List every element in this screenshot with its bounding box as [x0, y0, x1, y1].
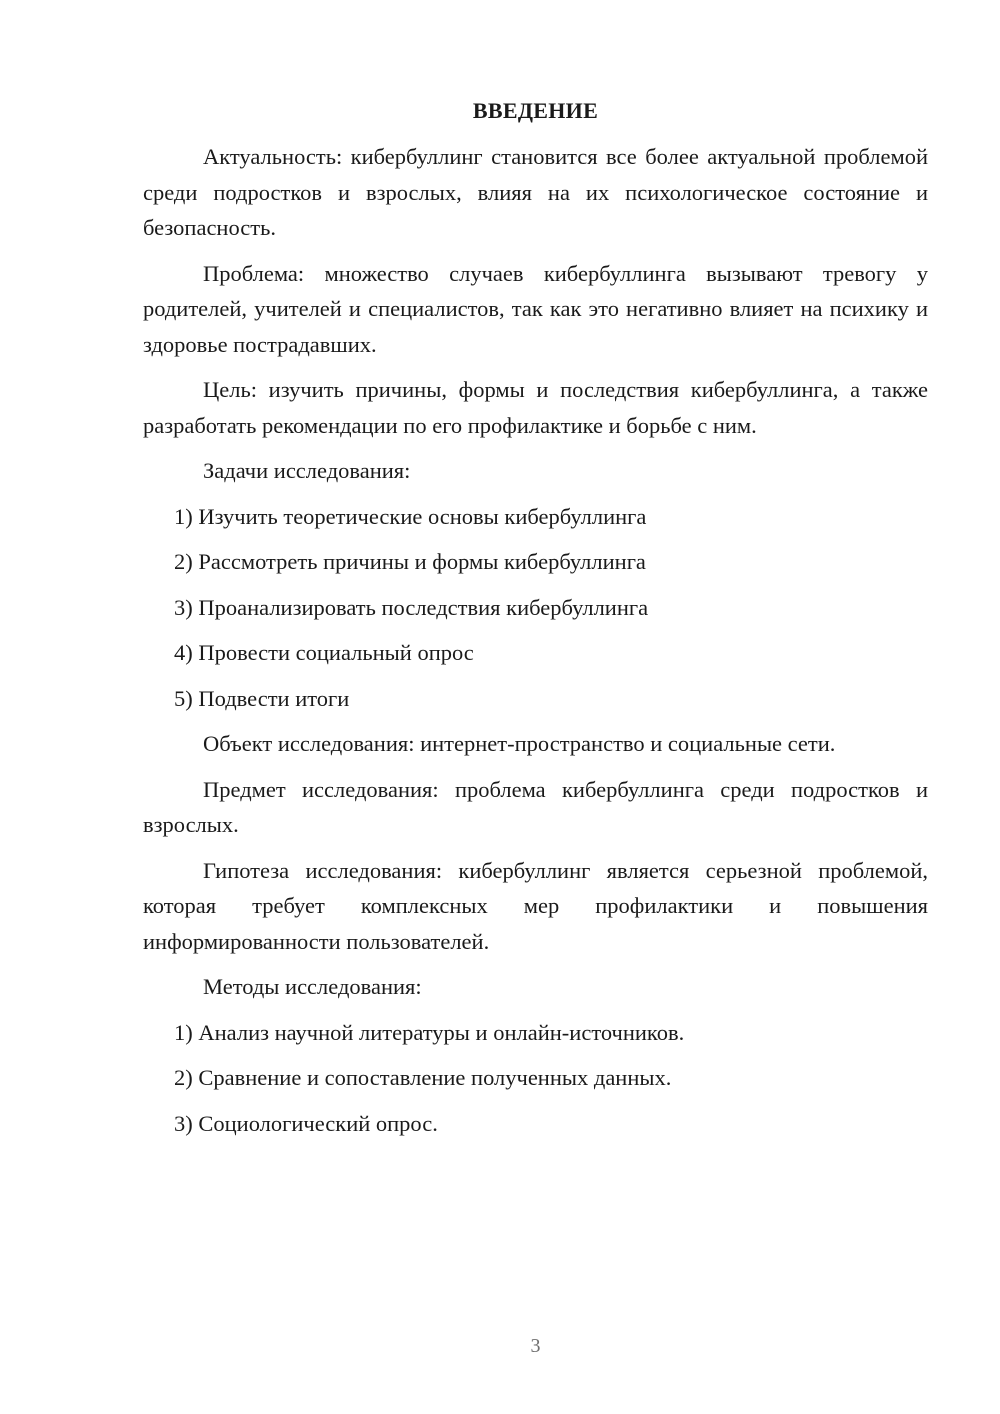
document-page	[143, 0, 928, 1414]
document-body	[143, 139, 928, 1151]
methods-heading: Методы исследования:	[203, 974, 422, 999]
list-item: 3) Социологический опрос.	[174, 1110, 438, 1136]
list-item: 3) Проанализировать последствия кибербуллинга	[174, 594, 649, 620]
list-item: 4) Провести социальный опрос	[174, 640, 474, 665]
section-title: ВВЕДЕНИЕ	[472, 98, 599, 123]
list-item: 1) Изучить теоретические основы кибербуллинга	[174, 503, 647, 529]
paragraph-subject: Предмет исследования: проблема кибербуллинга среди подростков и взрослых.	[143, 776, 928, 837]
list-item: 5) Подвести итоги	[174, 685, 350, 711]
page-number: 3	[530, 1335, 541, 1357]
list-item: 1) Анализ научной литературы и онлайн-источников.	[174, 1019, 685, 1045]
paragraph-relevance: Актуальность: кибербуллинг становится все более актуальной проблемой среди подростков и взрослых, влияя на их психологическое состояние и безопасность.	[143, 144, 928, 240]
tasks-list	[143, 499, 928, 717]
methods-list	[143, 1015, 928, 1142]
paragraph-object: Объект исследования: интернет-пространство и социальные сети.	[203, 731, 836, 756]
paragraph-goal: Цель: изучить причины, формы и последствия кибербуллинга, а также разработать рекомендации по его профилактике и борьбе с ним.	[143, 377, 928, 438]
list-item: 2) Рассмотреть причины и формы кибербуллинга	[174, 549, 646, 574]
list-item: 2) Сравнение и сопоставление полученных данных.	[174, 1065, 672, 1090]
paragraph-hypothesis: Гипотеза исследования: кибербуллинг является серьезной проблемой, которая требует комплексных мер профилактики и повышения информированности пользователей.	[143, 857, 928, 954]
tasks-heading: Задачи исследования:	[203, 458, 411, 483]
paragraph-problem: Проблема: множество случаев кибербуллинга вызывают тревогу у родителей, учителей и специалистов, так как это негативно влияет на психику и здоровье пострадавших.	[143, 260, 928, 357]
